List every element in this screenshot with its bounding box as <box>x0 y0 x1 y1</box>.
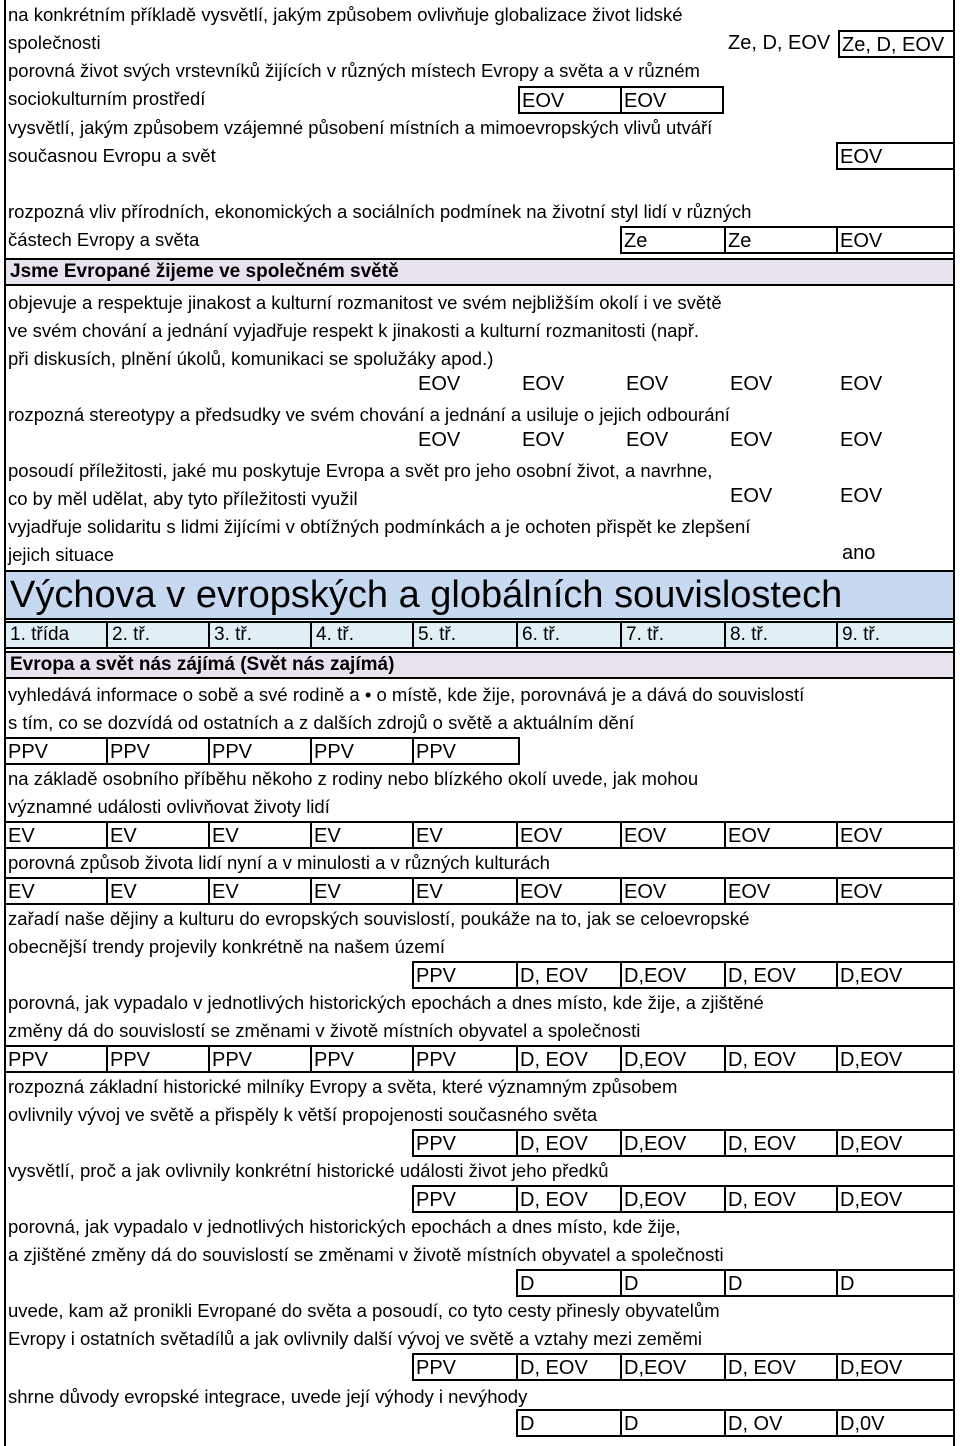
cell-value: D,EOV <box>836 961 955 989</box>
text-line: ovlivnily vývoj ve světě a přispěly k větší propojenosti současného světa <box>8 1104 598 1125</box>
cell-value: EOV <box>620 821 726 849</box>
cell-value: EOV <box>730 485 773 507</box>
cell-value: D,EOV <box>836 1185 955 1213</box>
cell-value: D <box>516 1269 622 1297</box>
cell-value: EOV <box>836 226 955 254</box>
text-line: jejich situace <box>8 544 114 565</box>
text-line: rozpozná stereotypy a předsudky ve svém chování a jednání a usiluje o jejich odbourání <box>8 404 730 425</box>
cell-value: D, EOV <box>724 1045 838 1073</box>
text-line: současnou Evropu a svět <box>8 145 216 166</box>
text-line: vyhledává informace o sobě a své rodině a • o místě, kde žije, porovnává je a dává do souvislostí <box>8 684 805 705</box>
section-header: Jsme Evropané žijeme ve společném světě <box>4 258 955 286</box>
cell-value: D <box>836 1269 955 1297</box>
cell-value: D,EOV <box>620 1129 726 1157</box>
cell-value: EV <box>208 877 312 905</box>
text-line: na základě osobního příběhu někoho z rodiny nebo blízkého okolí uvede, jak mohou <box>8 768 699 789</box>
text-line: na konkrétním příkladě vysvětlí, jakým způsobem ovlivňuje globalizace život lidské <box>8 4 683 25</box>
cell-value: EOV <box>518 86 622 114</box>
grade-cell: 8. tř. <box>724 621 838 649</box>
cell-value: PPV <box>310 737 414 765</box>
text-line: vysvětlí, proč a jak ovlivnily konkrétní historické události život jeho předků <box>8 1160 609 1181</box>
cell-value: EV <box>4 821 108 849</box>
cell-value: D <box>620 1269 726 1297</box>
text-line: rozpozná základní historické milníky Evropy a světa, které významným způsobem <box>8 1076 678 1097</box>
cell-value: D, EOV <box>724 1353 838 1381</box>
cell-value: EOV <box>730 373 773 395</box>
cell-value: PPV <box>106 737 210 765</box>
grade-cell: 6. tř. <box>516 621 622 649</box>
cell-value: EV <box>412 877 518 905</box>
cell-value: EOV <box>522 429 565 451</box>
cell-value: D,EOV <box>620 961 726 989</box>
text-line: sociokulturním prostředí <box>8 88 206 109</box>
cell-value: PPV <box>4 1045 108 1073</box>
cell-value: D, OV <box>724 1409 838 1437</box>
text-line: porovná, jak vypadalo v jednotlivých historických epochách a dnes místo, kde žije, a zjištěné <box>8 992 764 1013</box>
text-line: zařadí naše dějiny a kulturu do evropských souvislostí, poukáže na to, jak se celoevropské <box>8 908 750 929</box>
cell-value: PPV <box>208 737 312 765</box>
cell-value: D, EOV <box>724 1129 838 1157</box>
text-line: částech Evropy a světa <box>8 229 200 250</box>
text-line: změny dá do souvislostí se změnami v životě místních obyvatel a společnosti <box>8 1020 641 1041</box>
cell-value: EOV <box>418 373 461 395</box>
cell-value: PPV <box>412 961 518 989</box>
grade-cell: 1. třída <box>4 621 108 649</box>
cell-value: D,EOV <box>620 1045 726 1073</box>
text-line: porovná život svých vrstevníků žijících v různých místech Evropy a světa a v různém <box>8 60 700 81</box>
cell-value: EV <box>106 877 210 905</box>
cell-value: EOV <box>840 429 883 451</box>
grade-cell: 7. tř. <box>620 621 726 649</box>
text-line: ve svém chování a jednání vyjadřuje respekt k jinakosti a kulturní rozmanitosti (např. <box>8 320 699 341</box>
text-line: porovná způsob života lidí nyní a v minulosti a v různých kulturách <box>8 852 550 873</box>
grade-cell: 2. tř. <box>106 621 210 649</box>
cell-value: D, EOV <box>724 961 838 989</box>
cell-value: D, EOV <box>516 1045 622 1073</box>
section-header: Evropa a svět nás zájímá (Svět nás zajímá) <box>4 651 955 679</box>
cell-value: D,EOV <box>836 1045 955 1073</box>
cell-value: ano <box>842 542 876 564</box>
cell-value: D, EOV <box>516 1129 622 1157</box>
cell-value: EOV <box>836 821 955 849</box>
text-line: Evropy i ostatních světadílů a jak ovlivnily další vývoj ve světě a vztahy mezi zeměmi <box>8 1328 703 1349</box>
text-line: významné události ovlivňovat životy lidí <box>8 796 330 817</box>
text-line: společnosti <box>8 32 101 53</box>
text-line: co by měl udělat, aby tyto příležitosti využil <box>8 488 358 509</box>
cell-value: PPV <box>412 1353 518 1381</box>
text-line: vyjadřuje solidaritu s lidmi žijícími v obtížných podmínkách a je ochoten přispět ke zlepšení <box>8 516 751 537</box>
cell-value: Ze <box>620 226 726 254</box>
cell-value: D,EOV <box>836 1353 955 1381</box>
cell-value: EOV <box>724 877 838 905</box>
cell-value: EOV <box>836 142 955 170</box>
cell-value: Ze <box>724 226 838 254</box>
cell-value: D, EOV <box>724 1185 838 1213</box>
text-line: rozpozná vliv přírodních, ekonomických a sociálních podmínek na životní styl lidí v různých <box>8 201 752 222</box>
cell-value: PPV <box>310 1045 414 1073</box>
cell-value: D,EOV <box>620 1185 726 1213</box>
cell-value: EV <box>412 821 518 849</box>
cell-value: EV <box>4 877 108 905</box>
grade-cell: 3. tř. <box>208 621 312 649</box>
cell-value: D,EOV <box>836 1129 955 1157</box>
grade-row <box>4 621 955 649</box>
cell-value: EOV <box>626 429 669 451</box>
text-line: uvede, kam až pronikli Evropané do světa a posoudí, co tyto cesty přinesly obyvatelům <box>8 1300 720 1321</box>
cell-value: D <box>620 1409 726 1437</box>
text-line: porovná, jak vypadalo v jednotlivých historických epochách a dnes místo, kde žije, <box>8 1216 681 1237</box>
text-line: posoudí příležitosti, jaké mu poskytuje Evropa a svět pro jeho osobní život, a navrhne, <box>8 460 713 481</box>
cell-value: EOV <box>418 429 461 451</box>
cell-value: D,0V <box>836 1409 955 1437</box>
cell-value: Ze, D, EOV <box>838 30 955 58</box>
cell-value: EOV <box>724 821 838 849</box>
cell-value: EOV <box>840 485 883 507</box>
cell-value: D <box>516 1409 622 1437</box>
cell-value: EOV <box>516 877 622 905</box>
cell-value: EOV <box>620 877 726 905</box>
text-line: při diskusích, plnění úkolů, komunikaci se spolužáky apod.) <box>8 348 494 369</box>
cell-value: EV <box>106 821 210 849</box>
cell-value: EV <box>310 821 414 849</box>
text-line: obecnější trendy projevily konkrétně na našem území <box>8 936 446 957</box>
text-line: a zjištěné změny dá do souvislostí se změnami v životě místních obyvatel a společnosti <box>8 1244 724 1265</box>
cell-value: PPV <box>208 1045 312 1073</box>
page-title: Výchova v evropských a globálních souvislostech <box>4 570 955 620</box>
text-line: shrne důvody evropské integrace, uvede její výhody i nevýhody <box>8 1386 528 1407</box>
cell-value: D, EOV <box>516 1185 622 1213</box>
grade-cell: 9. tř. <box>836 621 955 649</box>
cell-value: EOV <box>840 373 883 395</box>
cell-value: EV <box>310 877 414 905</box>
cell-value: D,EOV <box>620 1353 726 1381</box>
cell-value: D, EOV <box>516 1353 622 1381</box>
cell-value: EOV <box>730 429 773 451</box>
text-line: vysvětlí, jakým způsobem vzájemné působení místních a mimoevropských vlivů utváří <box>8 117 713 138</box>
cell-value: EOV <box>522 373 565 395</box>
cell-value: D <box>724 1269 838 1297</box>
cell-value: PPV <box>106 1045 210 1073</box>
cell-value: Ze, D, EOV <box>728 32 831 54</box>
cell-value: EOV <box>620 86 724 114</box>
cell-value: EOV <box>516 821 622 849</box>
grade-cell: 5. tř. <box>412 621 518 649</box>
cell-value: PPV <box>4 737 108 765</box>
cell-value: PPV <box>412 1185 518 1213</box>
cell-value: PPV <box>412 1129 518 1157</box>
cell-value: EOV <box>626 373 669 395</box>
cell-value: EV <box>208 821 312 849</box>
text-line: objevuje a respektuje jinakost a kulturní rozmanitost ve svém nejbližším okolí i ve světě <box>8 292 722 313</box>
cell-value: EOV <box>836 877 955 905</box>
cell-value: PPV <box>412 1045 518 1073</box>
cell-value: D, EOV <box>516 961 622 989</box>
cell-value: PPV <box>412 737 520 765</box>
grade-cell: 4. tř. <box>310 621 414 649</box>
text-line: s tím, co se dozvídá od ostatních a z dalších zdrojů o světě a aktuálním dění <box>8 712 635 733</box>
